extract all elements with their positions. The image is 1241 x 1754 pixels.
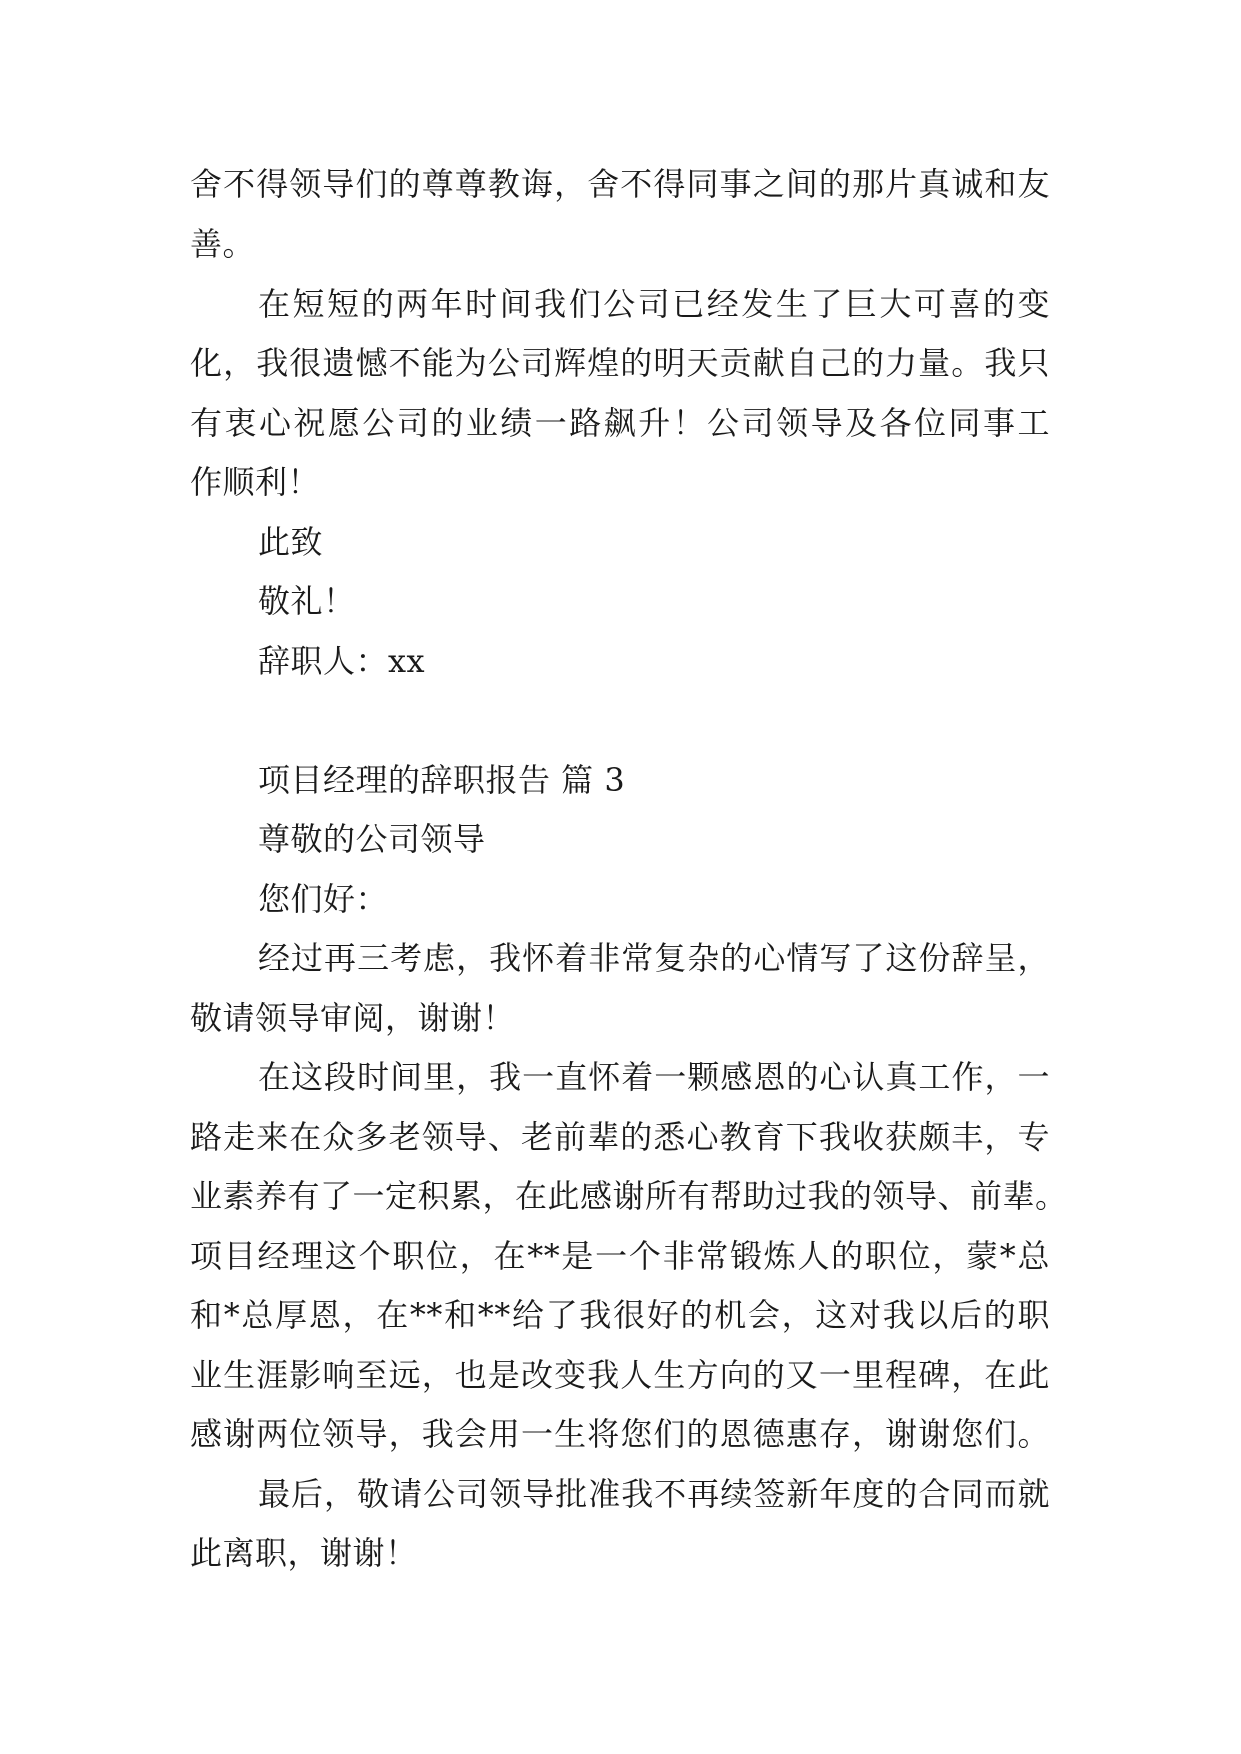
text-line: 舍不得领导们的尊尊教诲，舍不得同事之间的那片真诚和友: [190, 165, 1050, 203]
text-line: 项目经理这个职位，在**是一个非常锻炼人的职位，蒙*总: [190, 1237, 1050, 1275]
text-line: 化，我很遗憾不能为公司辉煌的明天贡献自己的力量。我只: [190, 344, 1050, 382]
greeting-line: 您们好：: [258, 880, 389, 918]
text-line: 业生涯影响至远，也是改变我人生方向的又一里程碑，在此: [190, 1356, 1050, 1394]
text-line: 最后，敬请公司领导批准我不再续签新年度的合同而就: [258, 1475, 1050, 1513]
text-line: 在这段时间里，我一直怀着一颗感恩的心认真工作，一: [258, 1058, 1050, 1096]
text-line: 此离职，谢谢！: [190, 1534, 418, 1572]
text-line: 和*总厚恩，在**和**给了我很好的机会，这对我以后的职: [190, 1296, 1050, 1334]
closing-salutation: 此致: [258, 523, 324, 561]
signature-line: 辞职人：xx: [258, 642, 426, 680]
text-line: 敬请领导审阅，谢谢！: [190, 999, 516, 1037]
text-line: 经过再三考虑，我怀着非常复杂的心情写了这份辞呈，: [258, 939, 1050, 977]
text-line: 在短短的两年时间我们公司已经发生了巨大可喜的变: [258, 285, 1050, 323]
text-line: 业素养有了一定积累，在此感谢所有帮助过我的领导、前辈。: [190, 1177, 1068, 1215]
recipient-line: 尊敬的公司领导: [258, 820, 486, 858]
section-heading: 项目经理的辞职报告 篇 3: [258, 761, 626, 799]
text-line: 有衷心祝愿公司的业绩一路飙升！公司领导及各位同事工: [190, 404, 1050, 442]
text-line: 作顺利！: [190, 463, 321, 501]
text-line: 感谢两位领导，我会用一生将您们的恩德惠存，谢谢您们。: [190, 1415, 1050, 1453]
text-line: 路走来在众多老领导、老前辈的悉心教育下我收获颇丰，专: [190, 1118, 1050, 1156]
closing-regards: 敬礼！: [258, 582, 356, 620]
text-line: 善。: [190, 225, 256, 263]
